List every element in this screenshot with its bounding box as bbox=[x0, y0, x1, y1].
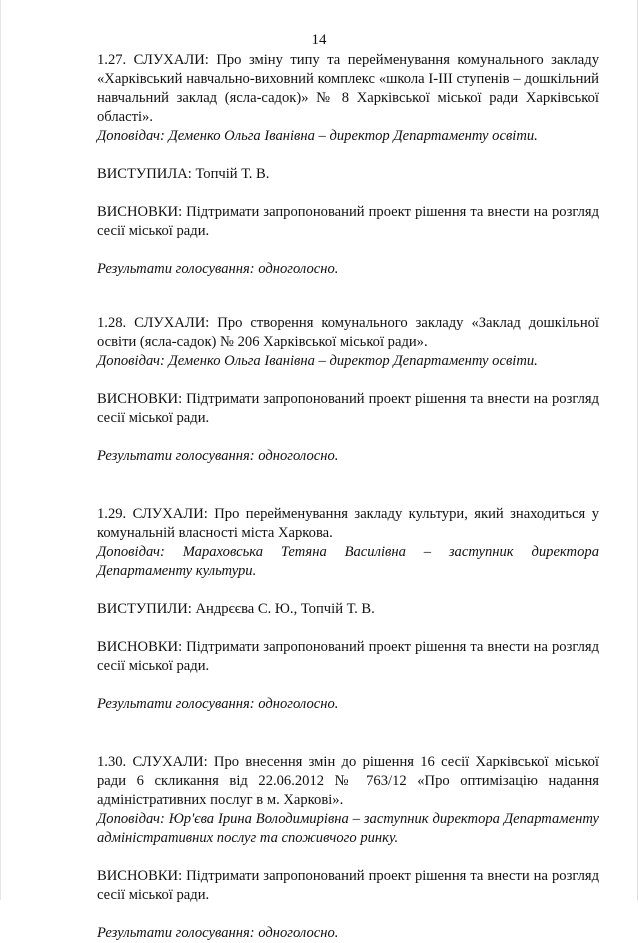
heard-paragraph: 1.30. СЛУХАЛИ: Про внесення змін до рішення 16 сесії Харківської міської ради 6 скликання від 22.06.2012 № 763/12 «Про оптимізацію надання адміністративних послуг в м. Харкові». bbox=[97, 754, 599, 808]
vote-result-line: Результати голосування: одноголосно. bbox=[97, 925, 339, 941]
heard-paragraph: 1.28. СЛУХАЛИ: Про створення комунального закладу «Заклад дошкільної освіти (ясла-садок) № 206 Харківської міської ради». bbox=[97, 315, 599, 350]
speakers-line: ВИСТУПИЛИ: Андрєєва С. Ю., Топчій Т. В. bbox=[97, 601, 375, 617]
speakers-line: ВИСТУПИЛА: Топчій Т. В. bbox=[97, 166, 270, 182]
heard-paragraph: 1.29. СЛУХАЛИ: Про перейменування закладу культури, який знаходиться у комунальній власності міста Харкова. bbox=[97, 506, 599, 541]
rapporteur-line: Доповідач: Юр'єва Ірина Володимирівна – заступник директора Департаменту адміністративних послуг та споживчого ринку. bbox=[97, 811, 599, 846]
vote-result-line: Результати голосування: одноголосно. bbox=[97, 696, 339, 712]
agenda-item-1-29 bbox=[97, 505, 599, 714]
conclusions-paragraph: ВИСНОВКИ: Підтримати запропонований проект рішення та внести на розгляд сесії міської ради. bbox=[97, 204, 599, 239]
agenda-item-1-27 bbox=[97, 51, 599, 279]
rapporteur-line: Доповідач: Мараховська Тетяна Василівна – заступник директора Департаменту культури. bbox=[97, 544, 599, 579]
rapporteur-line: Доповідач: Деменко Ольга Іванівна – директор Департаменту освіти. bbox=[97, 353, 538, 369]
rapporteur-line: Доповідач: Деменко Ольга Іванівна – директор Департаменту освіти. bbox=[97, 128, 538, 144]
conclusions-paragraph: ВИСНОВКИ: Підтримати запропонований проект рішення та внести на розгляд сесії міської ради. bbox=[97, 391, 599, 426]
agenda-item-1-28 bbox=[97, 314, 599, 466]
conclusions-paragraph: ВИСНОВКИ: Підтримати запропонований проект рішення та внести на розгляд сесії міської ради. bbox=[97, 639, 599, 674]
conclusions-paragraph: ВИСНОВКИ: Підтримати запропонований проект рішення та внести на розгляд сесії міської ради. bbox=[97, 868, 599, 903]
page-number: 14 bbox=[311, 32, 327, 48]
vote-result-line: Результати голосування: одноголосно. bbox=[97, 448, 339, 464]
heard-paragraph: 1.27. СЛУХАЛИ: Про зміну типу та перейменування комунального закладу «Харківський навчально-виховний комплекс «школа І-ІІІ ступенів – дошкільний навчальний заклад (ясла-садок)» № 8 Харківської міської ради Харківської області». bbox=[97, 52, 599, 125]
minutes-content bbox=[97, 51, 599, 943]
vote-result-line: Результати голосування: одноголосно. bbox=[97, 261, 339, 277]
agenda-item-1-30 bbox=[97, 753, 599, 943]
